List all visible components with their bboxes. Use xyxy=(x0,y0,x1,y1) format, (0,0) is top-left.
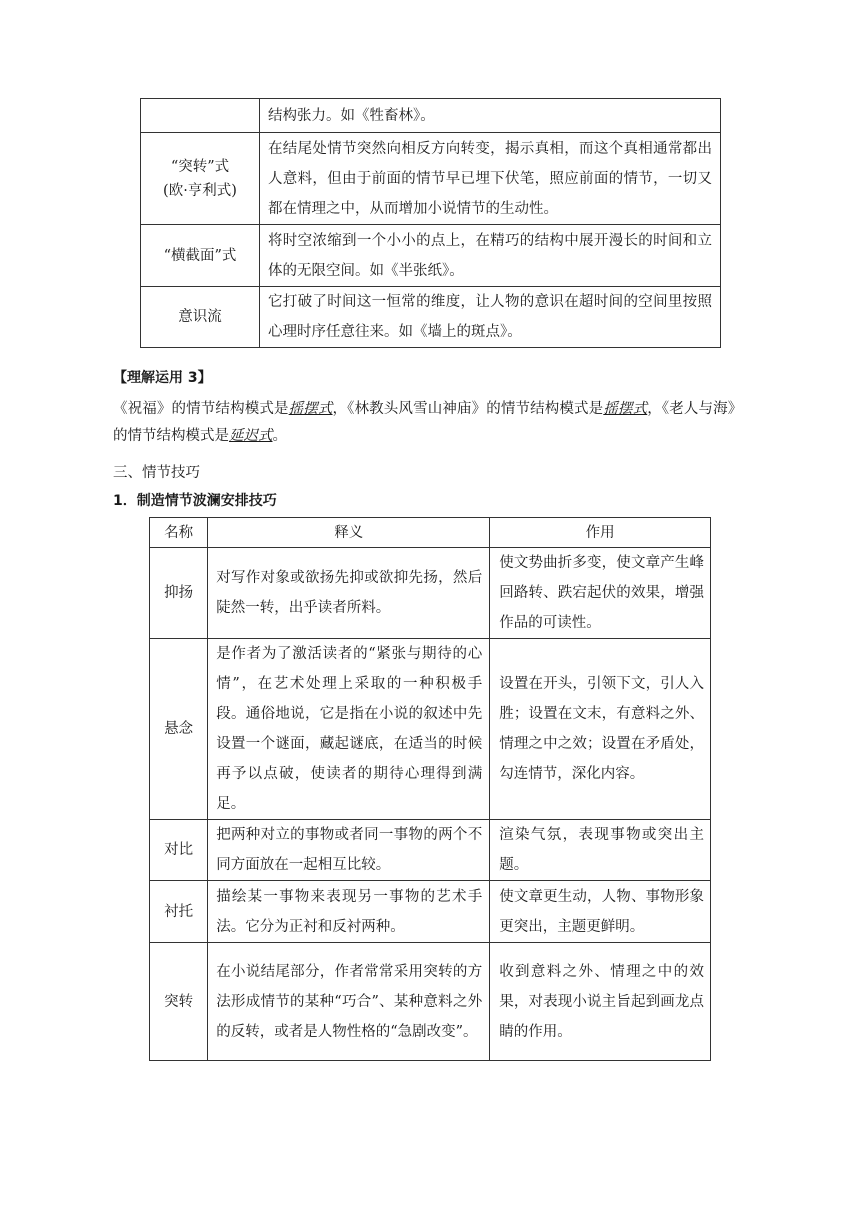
technique-effect: 设置在开头，引领下文，引人入胜；设置在文末，有意料之外、情理之中之效；设置在矛盾处，勾连情节，深化内容。 xyxy=(490,639,711,820)
practice-text: 。 xyxy=(272,428,287,444)
technique-name: 对比 xyxy=(150,820,208,881)
table-row xyxy=(141,99,721,133)
plot-structure-table xyxy=(140,98,721,348)
column-header: 名称 xyxy=(150,518,208,548)
technique-definition: 把两种对立的事物或者同一事物的两个不同方面放在一起相互比较。 xyxy=(208,820,490,881)
table-row xyxy=(141,287,721,348)
pattern-desc-cell: 结构张力。如《牲畜林》。 xyxy=(260,99,721,133)
technique-effect: 渲染气氛，表现事物或突出主题。 xyxy=(490,820,711,881)
section-subtitle: 1．制造情节波澜安排技巧 xyxy=(113,493,277,509)
pattern-desc-cell: 在结尾处情节突然向相反方向转变，揭示真相，而这个真相通常都出人意料，但由于前面的情节早已埋下伏笔，照应前面的情节，一切又都在情理之中，从而增加小说情节的生动性。 xyxy=(260,133,721,225)
technique-definition: 是作者为了激活读者的“紧张与期待的心情”，在艺术处理上采取的一种积极手段。通俗地说，它是指在小说的叙述中先设置一个谜面，藏起谜底，在适当的时候再予以点破，使读者的期待心理得到满足。 xyxy=(208,639,490,820)
answer-underlined: 延迟式 xyxy=(229,428,273,444)
practice-heading: 【理解运用 3】 xyxy=(113,370,212,386)
answer-underlined: 摇摆式 xyxy=(603,401,648,417)
technique-effect: 收到意料之外、情理之中的效果，对表现小说主旨起到画龙点睛的作用。 xyxy=(490,943,711,1061)
practice-paragraph xyxy=(113,396,735,450)
technique-name: 抑扬 xyxy=(150,548,208,639)
section-title: 三、情节技巧 xyxy=(113,465,200,481)
table-header-row xyxy=(150,518,711,548)
practice-text: ，《林教头风雪山神庙》的情节结构模式是 xyxy=(332,401,604,417)
pattern-name-cell: “横截面”式 xyxy=(141,225,260,287)
column-header: 作用 xyxy=(490,518,711,548)
plot-techniques-table xyxy=(149,517,711,1061)
table-row xyxy=(150,639,711,820)
table-row xyxy=(150,881,711,943)
pattern-desc-cell: 它打破了时间这一恒常的维度，让人物的意识在超时间的空间里按照心理时序任意往来。如《墙上的斑点》。 xyxy=(260,287,721,348)
technique-effect: 使文势曲折多变，使文章产生峰回路转、跌宕起伏的效果，增强作品的可读性。 xyxy=(490,548,711,639)
column-header: 释义 xyxy=(208,518,490,548)
pattern-desc-cell: 将时空浓缩到一个小小的点上，在精巧的结构中展开漫长的时间和立体的无限空间。如《半张纸》。 xyxy=(260,225,721,287)
technique-effect: 使文章更生动，人物、事物形象更突出，主题更鲜明。 xyxy=(490,881,711,943)
technique-definition: 对写作对象或欲扬先抑或欲抑先扬，然后陡然一转，出乎读者所料。 xyxy=(208,548,490,639)
answer-underlined: 摇摆式 xyxy=(288,401,333,417)
technique-name: 突转 xyxy=(150,943,208,1061)
technique-definition: 在小说结尾部分，作者常常采用突转的方法形成情节的某种“巧合”、某种意料之外的反转，或者是人物性格的“急剧改变”。 xyxy=(208,943,490,1061)
table-row xyxy=(150,820,711,881)
pattern-name-cell: 意识流 xyxy=(141,287,260,348)
table-row xyxy=(150,548,711,639)
technique-definition: 描绘某一事物来表现另一事物的艺术手法。它分为正衬和反衬两种。 xyxy=(208,881,490,943)
pattern-name-cell: “突转”式 (欧·亨利式) xyxy=(141,133,260,225)
table-row xyxy=(141,133,721,225)
practice-text: 《祝福》的情节结构模式是 xyxy=(113,401,289,417)
technique-name: 衬托 xyxy=(150,881,208,943)
technique-name: 悬念 xyxy=(150,639,208,820)
pattern-name-cell xyxy=(141,99,260,133)
practice-text: ，《老人与海》的情节结构模式是 xyxy=(113,401,736,444)
table-row xyxy=(150,943,711,1061)
table-row xyxy=(141,225,721,287)
